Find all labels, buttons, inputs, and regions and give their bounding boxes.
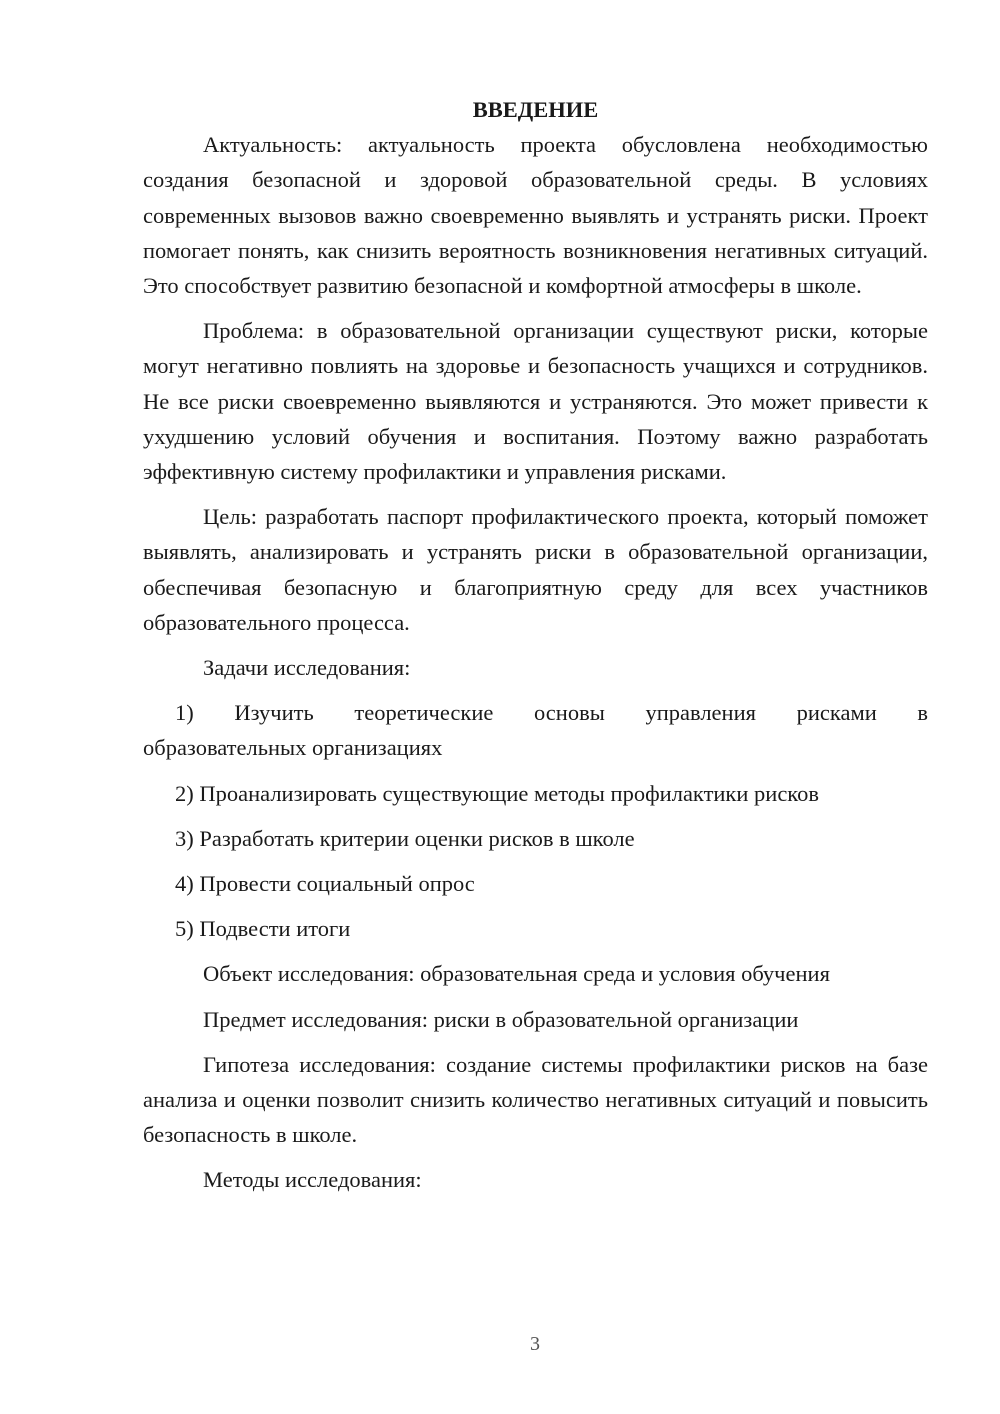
tasks-heading: Задачи исследования: [203, 655, 411, 681]
task-item-1 [143, 695, 928, 765]
task-item-5: 5) Подвести итоги [175, 916, 351, 942]
task-item-1-word: управления [645, 700, 756, 726]
task-item-3: 3) Разработать критерии оценки рисков в школе [175, 825, 635, 851]
task-item-1-word: рисками [796, 700, 877, 726]
paragraph-relevance: Актуальность: актуальность проекта обусловлена необходимостью создания безопасной и здоровой образовательной среды. В условиях современных вызовов важно своевременно выявлять и устранять риски. Проект помогает понять, как снизить вероятность возникновения негативных ситуаций. Это способствует развитию безопасной и комфортной атмосферы в школе. [143, 132, 928, 299]
paragraph-problem: Проблема: в образовательной организации существуют риски, которые могут негативно повлиять на здоровье и безопасность учащихся и сотрудников. Не все риски своевременно выявляются и устраняются. Это может привести к ухудшению условий обучения и воспитания. Поэтому важно разработать эффективную систему профилактики и управления рисками. [143, 318, 928, 485]
page-title: ВВЕДЕНИЕ [472, 97, 599, 122]
task-item-2: 2) Проанализировать существующие методы профилактики рисков [175, 780, 819, 806]
page-number: 3 [530, 1333, 540, 1355]
paragraph-goal: Цель: разработать паспорт профилактического проекта, который поможет выявлять, анализировать и устранять риски в образовательной организации, обеспечивая безопасную и благоприятную среду для всех участников образовательного процесса. [143, 504, 928, 635]
paragraph-subject: Предмет исследования: риски в образовательной организации [203, 1006, 799, 1032]
paragraph-hypothesis: Гипотеза исследования: создание системы профилактики рисков на базе анализа и оценки позволит снизить количество негативных ситуаций и повысить безопасность в школе. [143, 1051, 928, 1148]
task-item-1-word: в [917, 700, 928, 726]
task-item-1-word: основы [534, 700, 605, 726]
task-item-1-word: 1) [175, 700, 194, 726]
document-page [143, 92, 928, 1208]
task-item-4: 4) Провести социальный опрос [175, 871, 475, 897]
task-item-1-word: Изучить [234, 700, 314, 726]
task-item-1-word: теоретические [354, 700, 494, 726]
methods-heading: Методы исследования: [203, 1167, 422, 1193]
task-item-1-first-line [143, 695, 928, 730]
task-item-1-continuation: образовательных организациях [143, 735, 443, 761]
paragraph-object: Объект исследования: образовательная среда и условия обучения [203, 961, 830, 987]
